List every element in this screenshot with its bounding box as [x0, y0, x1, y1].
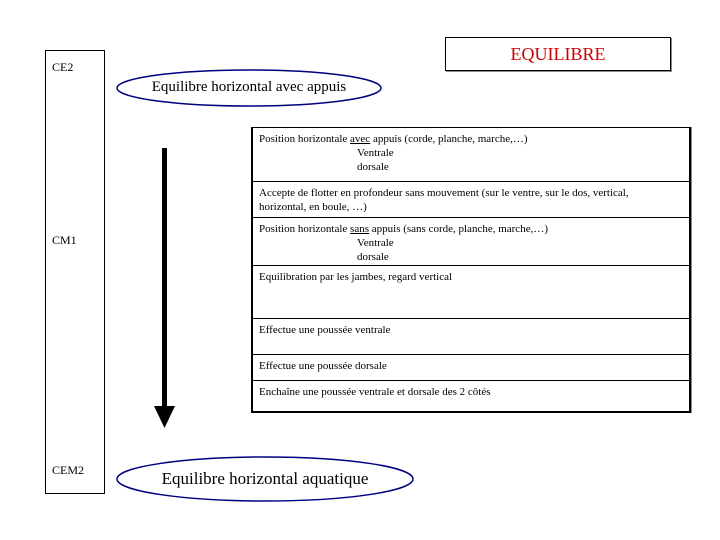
step-sub-dorsale: dorsale [357, 251, 389, 263]
end-goal-text: Equilibre horizontal aquatique [161, 469, 369, 488]
step-text: appuis (sans corde, planche, marche,…) [369, 223, 548, 235]
step-text: Equilibration par les jambes, regard vertical [259, 271, 453, 283]
step-emphasis: sans [350, 223, 369, 235]
step-item [251, 265, 691, 318]
step-text: Effectue une poussée ventrale [259, 324, 391, 336]
step-text: appuis (corde, planche, marche,…) [370, 133, 528, 145]
level-label-cm1: CM1 [52, 233, 77, 247]
steps-list [251, 127, 691, 413]
step-emphasis: avec [350, 133, 371, 145]
step-text: Enchaîne une poussée ventrale et dorsale des 2 côtés [259, 386, 491, 398]
start-goal-text: Equilibre horizontal avec appuis [151, 79, 347, 95]
step-line [259, 132, 683, 146]
step-item [251, 354, 691, 380]
level-label-ce2: CE2 [52, 60, 74, 74]
step-line [259, 222, 683, 236]
step-item [251, 217, 691, 265]
step-sub-ventrale: Ventrale [357, 237, 394, 249]
step-sub-dorsale: dorsale [357, 161, 389, 173]
step-text: horizontal, en boule, …) [259, 201, 367, 213]
page-title: EQUILIBRE [445, 37, 671, 71]
start-goal-ellipse [115, 68, 383, 108]
step-text: Position horizontale [259, 223, 351, 235]
step-text: Accepte de flotter en profondeur sans mouvement (sur le ventre, sur le dos, vertical, [259, 187, 629, 199]
level-column [45, 50, 105, 494]
step-item [251, 380, 691, 413]
step-item [251, 181, 691, 217]
level-label-cem2: CEM2 [52, 463, 85, 477]
down-arrow-icon [150, 148, 180, 430]
step-item [251, 318, 691, 354]
step-item [251, 127, 691, 181]
step-sub-ventrale: Ventrale [357, 147, 394, 159]
step-text: Position horizontale [259, 133, 351, 145]
end-goal-ellipse [115, 455, 415, 503]
step-text: Effectue une poussée dorsale [259, 360, 387, 372]
